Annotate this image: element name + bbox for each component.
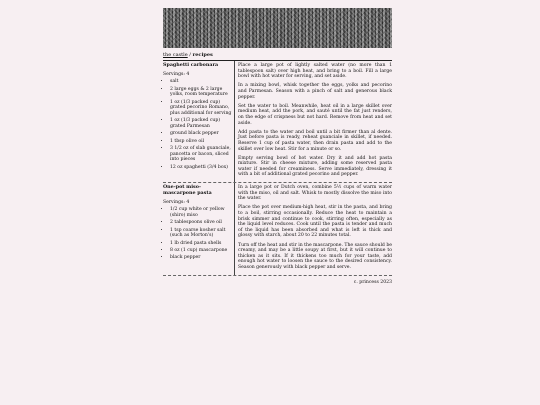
servings-label: Servings: 4 [163,71,190,77]
ingredients-column [163,61,235,182]
ingredient-item: • 3 1/2 oz of slab guanciale, pancetta or bacon, sliced into pieces [170,146,232,163]
instruction-step: Place a large pot of lightly salted water (no more than 1 tablespoon salt) over high heat, and bring to a boil. Fill a large bowl with hot water for serving, and set aside. [238,63,392,80]
ingredient-item: • 2 large eggs & 2 large yolks, room temperature [170,87,232,98]
ingredient-item: • 1 tbsp olive oil [170,139,232,145]
breadcrumb-separator: / [189,52,191,58]
recipe-card [163,183,392,276]
instruction-step: In a mixing bowl, whisk together the eggs, yolks and pecorino and Parmesan. Season with a pinch of salt and generous black pepper. [238,83,392,100]
recipe-page [163,8,392,286]
ingredient-item: • 2 tablespoons olive oil [170,220,232,226]
instruction-step: Set the water to boil. Meanwhile, heat oil in a large skillet over medium heat, add the pork, and sauté until the fat just renders, on the edge of crispness but not hard. Remove from heat and set aside. [238,103,392,126]
ingredient-item: • 1/2 cup white or yellow (shiro) miso [170,207,232,218]
ingredient-item: • black pepper [170,255,232,261]
ingredient-item: • 1 tsp coarse kosher salt (such as Morton's) [170,228,232,239]
instruction-step: Empty serving bowl of hot water. Dry it and add hot pasta mixture. Stir in cheese mixture, adding some reserved pasta water if needed for creaminess. Serve immediately, dressing it with a bit of additional grated pecorino and pepper. [238,155,392,178]
breadcrumb-site-link[interactable]: the castle [163,52,188,58]
footer-credit: c. princess 2023 [353,279,392,285]
instruction-step: In a large pot or Dutch oven, combine 5½ cups of warm water with the miso, oil and salt. Whisk to mostly dissolve the miso into the water. [238,185,392,202]
ingredient-item: • 12 oz spaghetti (3/4 box) [170,165,232,171]
ingredient-item: • ground black pepper [170,131,232,137]
servings-label: Servings: 4 [163,199,190,205]
ingredient-item: • salt [170,79,232,85]
instruction-step: Add pasta to the water and boil until a bit firmer than al dente. Just before pasta is ready, reheat guanciale in skillet, if needed. Reserve 1 cup of pasta water, then drain pasta and add to the skillet over low heat. Stir for a minute or so. [238,129,392,152]
header-banner-image [163,8,392,48]
ingredient-list [163,79,232,170]
instruction-step: Place the pot over medium-high heat, stir in the pasta, and bring to a boil, stirring occasionally. Reduce the heat to maintain a brisk simmer and continue to cook, stirring often, especially as the liquid level reduces. Cook until the pasta is tender and much of the liquid has been absorbed and what is left is thick and glossy with starch, about 20 to 22 minutes total. [238,205,392,239]
ingredient-item: • 8 oz (1 cup) mascarpone [170,248,232,254]
recipe-list [163,61,392,276]
recipe-title: One-pot miso-mascarpone pasta [163,184,212,196]
recipe-card [163,61,392,183]
instructions-column [235,61,392,182]
ingredients-column [163,183,235,275]
instruction-step: Turn off the heat and stir in the mascarpone. The sauce should be creamy, and may be a little soupy at first, but it will continue to thicken as it sits. If it thickens too much for your taste, add enough hot water to loosen the sauce to the desired consistency. Season generously with black pepper and serve. [238,242,392,270]
ingredient-item: • 1 oz (1/3 packed cup) grated Parmesan [170,118,232,129]
ingredient-list [163,207,232,261]
ingredient-item: • 1 lb dried pasta shells [170,241,232,247]
ingredient-item: • 1 oz (1/3 packed cup) grated pecorino Romano, plus additional for serving [170,100,232,117]
recipe-title: Spaghetti carbonara [163,62,219,68]
breadcrumb [163,52,392,61]
breadcrumb-current: recipes [192,52,213,58]
instructions-column [235,183,392,275]
